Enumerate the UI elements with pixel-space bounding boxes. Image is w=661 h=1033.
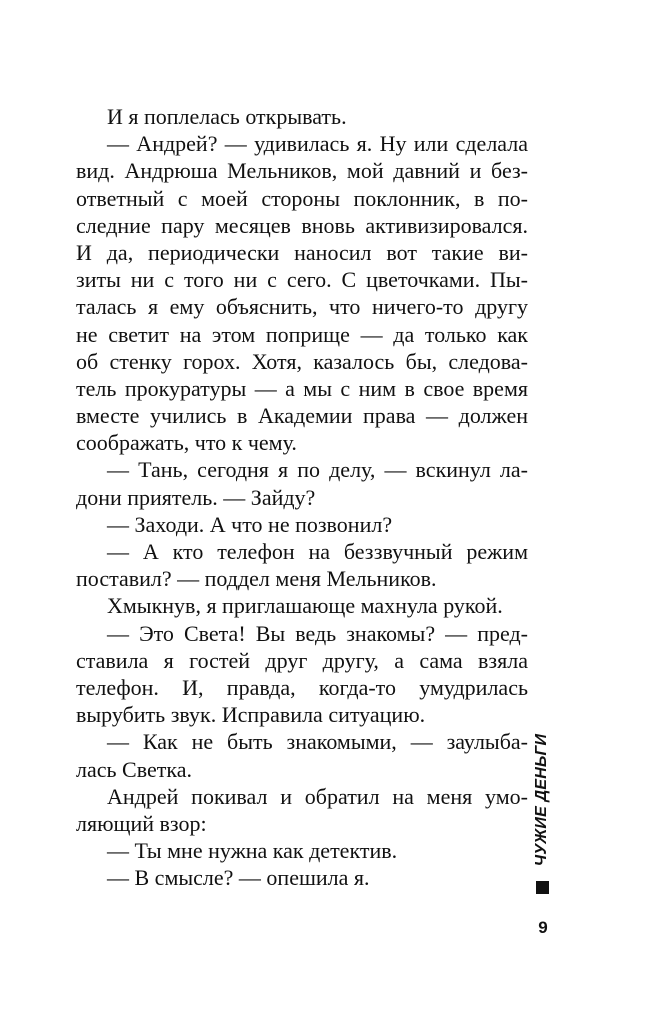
text-line: — Тань, сегодня я по делу, — вскинул ла- <box>107 457 528 483</box>
text-line: — А кто телефон на беззвучный режим <box>107 539 528 564</box>
text-line: — Это Света! Вы ведь знакомы? — пред- <box>107 620 528 646</box>
body-text <box>76 103 528 891</box>
text-line: об стенку горох. Хотя, казалось бы, следова- <box>76 348 528 374</box>
text-line: тель прокуратуры — а мы с ним в свое время <box>76 375 528 401</box>
text-line: лась Светка. <box>76 756 192 782</box>
text-line: ляющий взор: <box>76 810 207 836</box>
text-line: следние пару месяцев вновь активизировался. <box>76 212 528 238</box>
text-line: дони приятель. — Зайду? <box>76 484 316 510</box>
text-line: — Как не быть знакомыми, — заулыба- <box>107 729 528 755</box>
text-line: телефон. И, правда, когда-то умудрилась <box>76 674 528 700</box>
text-line: вид. Андрюша Мельников, мой давний и без- <box>76 158 528 184</box>
running-title-text: ЧУЖИЕ ДЕНЬГИ <box>533 733 550 867</box>
text-line: вырубить звук. Исправила ситуацию. <box>76 702 426 728</box>
text-line: — Заходи. А что не позвонил? <box>107 511 393 537</box>
text-line: не светит на этом поприще — да только как <box>76 321 528 347</box>
section-marker-square <box>536 881 549 894</box>
running-title <box>528 730 556 870</box>
text-line: ставила я гостей друг другу, а сама взяла <box>76 647 528 673</box>
text-line: И я поплелась открывать. <box>107 104 347 129</box>
text-line: соображать, что к чему. <box>76 430 297 456</box>
text-line: зиты ни с того ни с сего. С цветочками. Пы- <box>76 267 528 293</box>
text-line: — В смысле? — опешила я. <box>107 865 370 891</box>
text-line: — Андрей? — удивилась я. Ну или сделала <box>107 131 528 157</box>
text-line: И да, периодически наносил вот такие ви- <box>76 239 528 265</box>
text-line: ответный с моей стороны поклонник, в по- <box>76 185 528 211</box>
text-line: поставил? — поддел меня Мельников. <box>76 566 437 592</box>
text-line: вместе учились в Академии права — должен <box>76 403 528 429</box>
text-line: Андрей покивал и обратил на меня умо- <box>107 783 528 809</box>
page-number: 9 <box>538 918 548 937</box>
text-line: Хмыкнув, я приглашающе махнула рукой. <box>107 593 503 619</box>
text-line: талась я ему объяснить, что ничего-то другу <box>76 294 528 320</box>
text-line: — Ты мне нужна как детектив. <box>107 838 398 864</box>
